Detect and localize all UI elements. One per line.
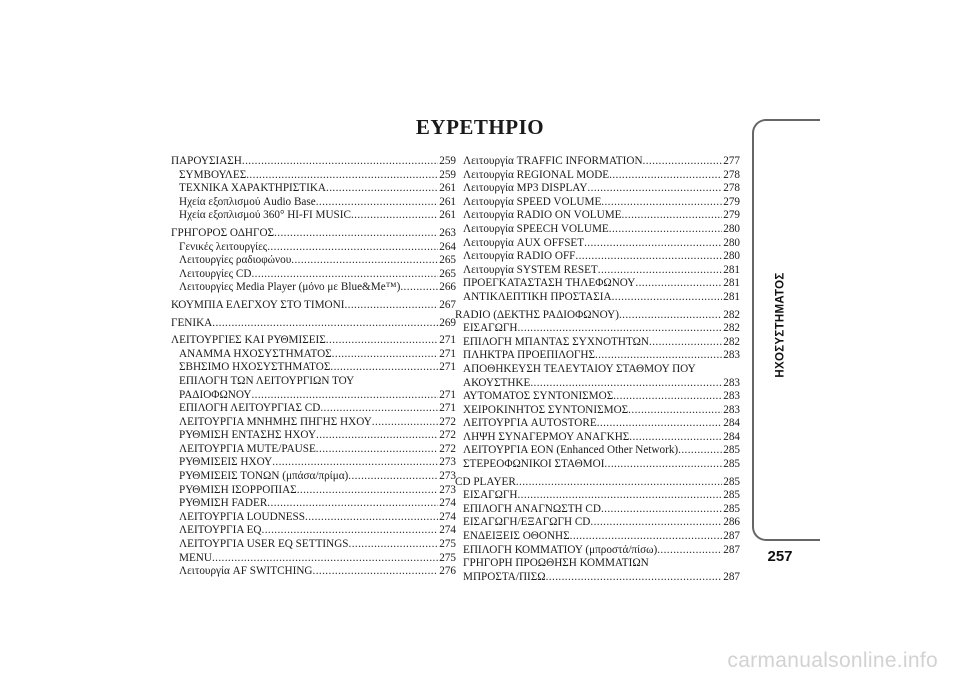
index-entry-text: ΕΙΣΑΓΩΓΗ/ΕΞΑΓΩΓΗ CD (463, 516, 591, 529)
index-entry-text: ΛΕΙΤΟΥΡΓΙΑ ΜΝΗΜΗΣ ΠΗΓΗΣ ΗΧΟΥ (179, 415, 372, 428)
index-entry-page: 261 (439, 182, 456, 195)
index-entry-page: 266 (439, 281, 456, 294)
index-entry (455, 476, 740, 490)
index-entry (455, 264, 740, 278)
index-entry-page: 286 (723, 516, 740, 529)
dot-leader (326, 334, 438, 348)
index-entry (455, 458, 740, 472)
index-entry-page: 277 (723, 155, 740, 167)
index-entry (171, 196, 456, 210)
index-entry-text: ΛΕΙΤΟΥΡΓΙΕΣ ΚΑΙ ΡΥΘΜΙΣΕΙΣ (171, 334, 326, 347)
index-entry (171, 375, 456, 389)
index-entry-page: 287 (723, 530, 740, 543)
index-entry-text: ΡΥΘΜΙΣΕΙΣ ΤΟΝΩΝ (μπάσα/πρίμα) (179, 470, 349, 483)
index-entry-page: 280 (723, 236, 740, 249)
dot-leader (613, 390, 722, 404)
index-entry (171, 182, 456, 196)
index-entry-text: ΡΥΘΜΙΣΗ ΕΝΤΑΣΗΣ ΗΧΟΥ (179, 429, 317, 442)
dot-leader (320, 402, 438, 416)
page-number: 257 (767, 548, 793, 565)
index-entry-text: ΡΥΘΜΙΣΗ ΙΣΟΡΡΟΠΙΑΣ (179, 483, 297, 496)
index-entry-page: 284 (723, 430, 740, 443)
dot-leader (316, 443, 438, 457)
index-entry-text: ΕΠΙΛΟΓΗ ΚΟΜΜΑΤΙΟΥ (μπροστά/πίσω) (463, 543, 658, 556)
index-entry-text: Λειτουργία AF SWITCHING (179, 565, 313, 578)
index-entry-page: 264 (439, 240, 456, 253)
index-entry-page: 285 (723, 489, 740, 502)
index-entry (171, 552, 456, 566)
dot-leader (601, 196, 722, 210)
index-entry-text: ΛΕΙΤΟΥΡΓΙΑ AUTOSTORE (463, 417, 597, 430)
dot-leader (570, 530, 723, 544)
index-entry (171, 241, 456, 255)
index-entry-text: Λειτουργία MP3 DISPLAY (463, 182, 588, 195)
dot-leader (291, 254, 438, 268)
dot-leader (267, 241, 438, 255)
index-entry-page: 279 (723, 209, 740, 222)
index-entry-page: 271 (439, 334, 456, 347)
index-entry-text: ΣΒΗΣΙΜΟ ΗΧΟΣΥΣΤΗΜΑΤΟΣ (179, 361, 331, 374)
index-entry-text: ΛΗΨΗ ΣΥΝΑΓΕΡΜΟΥ ΑΝΑΓΚΗΣ (463, 430, 630, 443)
index-entry (171, 254, 456, 268)
index-entry (455, 544, 740, 558)
index-entry-page: 272 (439, 429, 456, 442)
index-entry-page: 265 (439, 267, 456, 280)
index-entry (455, 431, 740, 445)
index-entry-page: 279 (723, 195, 740, 208)
index-entry-page: 278 (723, 168, 740, 181)
dot-leader (212, 317, 438, 331)
dot-leader (612, 291, 723, 305)
index-entry-text: ΕΠΙΛΟΓΗ ΜΠΑΝΤΑΣ ΣΥΧΝΟΤΗΤΩΝ (463, 335, 649, 348)
index-entry (171, 268, 456, 282)
index-entry-text: ΠΑΡΟΥΣΙΑΣΗ (171, 155, 242, 167)
index-entry-page: 271 (439, 402, 456, 415)
index-entry (455, 209, 740, 223)
index-entry (171, 334, 456, 348)
index-entry (455, 557, 740, 571)
index-entry-page: 281 (723, 290, 740, 303)
dot-leader (262, 524, 439, 538)
index-entry-page: 271 (439, 347, 456, 360)
index-entry-text: ΠΛΗΚΤΡΑ ΠΡΟΕΠΙΛΟΓΗΣ (463, 349, 595, 362)
index-entry-page: 271 (439, 361, 456, 374)
index-entry (455, 309, 740, 323)
dot-leader (587, 182, 722, 196)
dot-leader (530, 377, 722, 391)
index-entry (455, 530, 740, 544)
dot-leader (297, 484, 439, 498)
dot-leader (595, 349, 722, 363)
index-entry-page: 259 (439, 155, 456, 167)
index-entry-text: ΑΝΑΜΜΑ ΗΧΟΣΥΣΤΗΜΑΤΟΣ (179, 347, 332, 360)
index-entry (455, 196, 740, 210)
index-entry-page: 275 (439, 551, 456, 564)
index-entry-text: ΣΥΜΒΟΥΛΕΣ (179, 168, 247, 181)
dot-leader (272, 456, 438, 470)
index-entry-text: ΛΕΙΤΟΥΡΓΙΑ EON (Enhanced Other Network) (463, 444, 679, 457)
dot-leader (649, 336, 722, 350)
index-entry (171, 524, 456, 538)
index-entry-page: 278 (723, 182, 740, 195)
index-entry-text: Γενικές λειτουργίες (179, 240, 268, 253)
index-entry-page: 274 (439, 510, 456, 523)
index-entry-page: 272 (439, 442, 456, 455)
dot-leader (212, 552, 438, 566)
index-entry-text: Λειτουργία SYSTEM RESET (463, 263, 598, 276)
index-entry (455, 322, 740, 336)
index-entry (171, 565, 456, 579)
index-entry-text: ΑΠΟΘΗΚΕΥΣΗ ΤΕΛΕΥΤΑΙΟΥ ΣΤΑΘΜΟΥ ΠΟΥ (463, 362, 696, 375)
dot-leader (351, 209, 438, 223)
index-entry (171, 416, 456, 430)
index-entry-page: 265 (439, 254, 456, 267)
index-entry-page: 281 (723, 277, 740, 290)
index-entry (171, 299, 456, 313)
index-entry (455, 250, 740, 264)
index-entry-text: ΑΥΤΟΜΑΤΟΣ ΣΥΝΤΟΝΙΣΜΟΣ (463, 390, 614, 403)
index-entry-text: Λειτουργίες CD (179, 267, 252, 280)
index-entry-text: ΡΥΘΜΙΣΗ FADER (179, 497, 268, 510)
index-entry-text: ΕΠΙΛΟΓΗ ΑΝΑΓΝΩΣΤΗ CD (463, 502, 601, 515)
index-entry (455, 291, 740, 305)
index-entry (171, 155, 456, 169)
dot-leader (657, 544, 722, 558)
index-entry-page: 267 (439, 298, 456, 311)
index-entry-page: 285 (723, 475, 740, 488)
dot-leader (598, 264, 722, 278)
dot-leader (316, 429, 438, 443)
index-entry-text: ΕΠΙΛΟΓΗ ΛΕΙΤΟΥΡΓΙΑΣ CD (179, 402, 321, 415)
chapter-tab-label: ΗΧΟΣΥΣΤΗΜΑΤΟΣ (775, 272, 787, 378)
index-entry (171, 429, 456, 443)
index-entry-text: Λειτουργίες ραδιοφώνου (179, 254, 292, 267)
dot-leader (242, 155, 438, 169)
dot-leader (601, 503, 722, 517)
index-entry (455, 169, 740, 183)
index-entry-text: Λειτουργία RADIO ON VOLUME (463, 209, 622, 222)
index-entry-page: 272 (439, 415, 456, 428)
index-entry-text: ΕΠΙΛΟΓΗ ΤΩΝ ΛΕΙΤΟΥΡΓΙΩΝ ΤΟΥ (179, 374, 355, 387)
dot-leader (330, 361, 438, 375)
index-entry-page: 285 (723, 458, 740, 471)
index-entry-page: 283 (723, 390, 740, 403)
index-entry-text: ΛΕΙΤΟΥΡΓΙΑ EQ (179, 524, 262, 537)
dot-leader (643, 155, 723, 169)
index-entry-text: ΛΕΙΤΟΥΡΓΙΑ LOUDNESS (179, 510, 306, 523)
index-entry-page: 283 (723, 403, 740, 416)
index-entry-text: ΕΙΣΑΓΩΓΗ (463, 322, 518, 335)
index-entry (171, 538, 456, 552)
index-entry-page: 283 (723, 349, 740, 362)
index-entry (171, 470, 456, 484)
index-entry (455, 503, 740, 517)
dot-leader (635, 277, 722, 291)
dot-leader (344, 299, 438, 313)
dot-leader (372, 416, 438, 430)
index-entry-text: ΓΡΗΓΟΡΟΣ ΟΔΗΓΟΣ (171, 226, 275, 239)
dot-leader (349, 538, 439, 552)
index-entry (455, 444, 740, 458)
index-entry-text: Ηχεία εξοπλισμού Audio Base (179, 195, 316, 208)
index-entry-text: Λειτουργία SPEED VOLUME (463, 195, 602, 208)
index-entry-page: 271 (439, 388, 456, 401)
index-entry (455, 277, 740, 291)
dot-leader (619, 309, 722, 323)
index-entry (455, 349, 740, 363)
index-entry-text: MENU (179, 551, 212, 564)
index-entry-text: ΚΟΥΜΠΙΑ ΕΛΕΓΧΟΥ ΣΤΟ ΤΙΜΟΝΙ (171, 298, 345, 311)
index-entry (171, 281, 456, 295)
index-entry-text: Λειτουργία TRAFFIC INFORMATION (463, 155, 643, 167)
index-entry-text: ΓΕΝΙΚΑ (171, 316, 213, 329)
dot-leader (597, 417, 723, 431)
dot-leader (629, 431, 722, 445)
index-entry (455, 182, 740, 196)
dot-leader (246, 169, 438, 183)
index-entry-text: Λειτουργία REGIONAL MODE (463, 168, 610, 181)
dot-leader (584, 237, 722, 251)
index-entry-text: Λειτουργία AUX OFFSET (463, 236, 585, 249)
index-entry (171, 317, 456, 331)
index-entry-text: ΣΤΕΡΕΟΦΩΝΙΚΟΙ ΣΤΑΘΜΟΙ (463, 458, 605, 471)
index-entry-text: Ηχεία εξοπλισμού 360° HI-FI MUSIC (179, 209, 351, 222)
watermark: carmanualsonline.info (727, 649, 938, 672)
index-entry (171, 361, 456, 375)
index-entry (455, 155, 740, 169)
index-entry (171, 402, 456, 416)
dot-leader (609, 223, 722, 237)
index-entry (455, 404, 740, 418)
dot-leader (604, 458, 722, 472)
index-right-column (455, 155, 740, 584)
dot-leader (305, 511, 438, 525)
index-entry-page: 273 (439, 470, 456, 483)
index-entry (171, 443, 456, 457)
index-entry-page: 284 (723, 417, 740, 430)
index-entry (171, 497, 456, 511)
dot-leader (251, 389, 438, 403)
page-title: ΕΥΡΕΤΗΡΙΟ (415, 115, 545, 139)
index-entry (455, 377, 740, 391)
index-entry-text: ΤΕΧΝΙΚΑ ΧΑΡΑΚΤΗΡΙΣΤΙΚΑ (179, 182, 327, 195)
index-entry-page: 282 (723, 322, 740, 335)
chapter-tab-label-box (768, 225, 794, 425)
index-entry (171, 227, 456, 241)
dot-leader (400, 281, 438, 295)
index-entry-page: 275 (439, 538, 456, 551)
index-entry-page: 287 (723, 543, 740, 556)
index-entry-page: 263 (439, 226, 456, 239)
dot-leader (251, 268, 438, 282)
index-entry-text: ΜΠΡΟΣΤΑ/ΠΙΣΩ (463, 570, 546, 583)
dot-leader (546, 571, 723, 585)
index-entry-page: 259 (439, 168, 456, 181)
index-entry-page: 280 (723, 250, 740, 263)
index-entry-page: 285 (723, 502, 740, 515)
index-entry-text: ΠΡΟΕΓΚΑΤΑΣΤΑΣΗ ΤΗΛΕΦΩΝΟΥ (463, 277, 636, 290)
index-entry (455, 571, 740, 585)
index-entry-page: 282 (723, 335, 740, 348)
dot-leader (678, 444, 722, 458)
index-entry-page: 282 (723, 308, 740, 321)
index-entry-page: 261 (439, 195, 456, 208)
index-entry-page: 276 (439, 565, 456, 578)
dot-leader (267, 497, 438, 511)
index-entry-page: 274 (439, 497, 456, 510)
index-entry-text: ΡΑΔΙΟΦΩΝΟΥ (179, 388, 252, 401)
index-left-column (171, 155, 456, 579)
dot-leader (575, 250, 722, 264)
index-entry-page: 274 (439, 524, 456, 537)
index-entry-page: 280 (723, 222, 740, 235)
index-entry (455, 516, 740, 530)
index-entry (171, 456, 456, 470)
index-entry (455, 363, 740, 377)
index-entry-text: CD PLAYER (455, 475, 516, 488)
index-entry-page: 281 (723, 263, 740, 276)
dot-leader (326, 182, 438, 196)
index-entry-text: Λειτουργία SPEECH VOLUME (463, 222, 609, 235)
dot-leader (274, 227, 438, 241)
index-entry-page: 261 (439, 209, 456, 222)
index-entry-text: ΕΝΔΕΙΞΕΙΣ ΟΘΟΝΗΣ (463, 530, 570, 543)
index-entry (455, 489, 740, 503)
index-entry-text: ΑΝΤΙΚΛΕΠΤΙΚΗ ΠΡΟΣΤΑΣΙΑ (463, 290, 612, 303)
index-entry-text: ΑΚΟΥΣΤΗΚΕ (463, 376, 531, 389)
dot-leader (621, 209, 722, 223)
dot-leader (516, 476, 722, 490)
index-entry-text: ΓΡΗΓΟΡΗ ΠΡΟΩΘΗΣΗ ΚΟΜΜΑΤΙΩΝ (463, 557, 649, 570)
index-entry (455, 336, 740, 350)
index-entry (455, 223, 740, 237)
index-entry-text: Λειτουργίες Media Player (μόνο με Blue&Me™) (179, 281, 401, 294)
dot-leader (316, 196, 439, 210)
dot-leader (517, 322, 722, 336)
dot-leader (348, 470, 438, 484)
dot-leader (590, 516, 722, 530)
index-entry-text: Λειτουργία RADIO OFF (463, 250, 576, 263)
index-entry-page: 285 (723, 444, 740, 457)
index-entry (171, 348, 456, 362)
index-entry-text: ΡΥΘΜΙΣΕΙΣ ΗΧΟΥ (179, 456, 273, 469)
index-entry (171, 209, 456, 223)
index-entry (455, 237, 740, 251)
index-entry-text: RADIO (ΔΕΚΤΗΣ ΡΑΔΙΟΦΩΝΟΥ) (455, 308, 619, 321)
index-entry-text: ΧΕΙΡΟΚΙΝΗΤΟΣ ΣΥΝΤΟΝΙΣΜΟΣ (463, 403, 629, 416)
index-entry-text: ΛΕΙΤΟΥΡΓΙΑ USER EQ SETTINGS (179, 538, 349, 551)
index-entry-page: 283 (723, 376, 740, 389)
index-entry (171, 484, 456, 498)
index-entry-text: ΛΕΙΤΟΥΡΓΙΑ MUTE/PAUSE (179, 442, 316, 455)
index-entry (171, 169, 456, 183)
dot-leader (609, 169, 722, 183)
dot-leader (628, 404, 722, 418)
dot-leader (332, 348, 439, 362)
index-entry (455, 417, 740, 431)
index-entry (171, 511, 456, 525)
index-entry (171, 389, 456, 403)
dot-leader (313, 565, 439, 579)
index-entry-page: 273 (439, 483, 456, 496)
index-entry-page: 287 (723, 570, 740, 583)
dot-leader (517, 489, 722, 503)
index-entry-page: 269 (439, 316, 456, 329)
index-entry-text: ΕΙΣΑΓΩΓΗ (463, 489, 518, 502)
index-entry (455, 390, 740, 404)
index-entry-page: 273 (439, 456, 456, 469)
